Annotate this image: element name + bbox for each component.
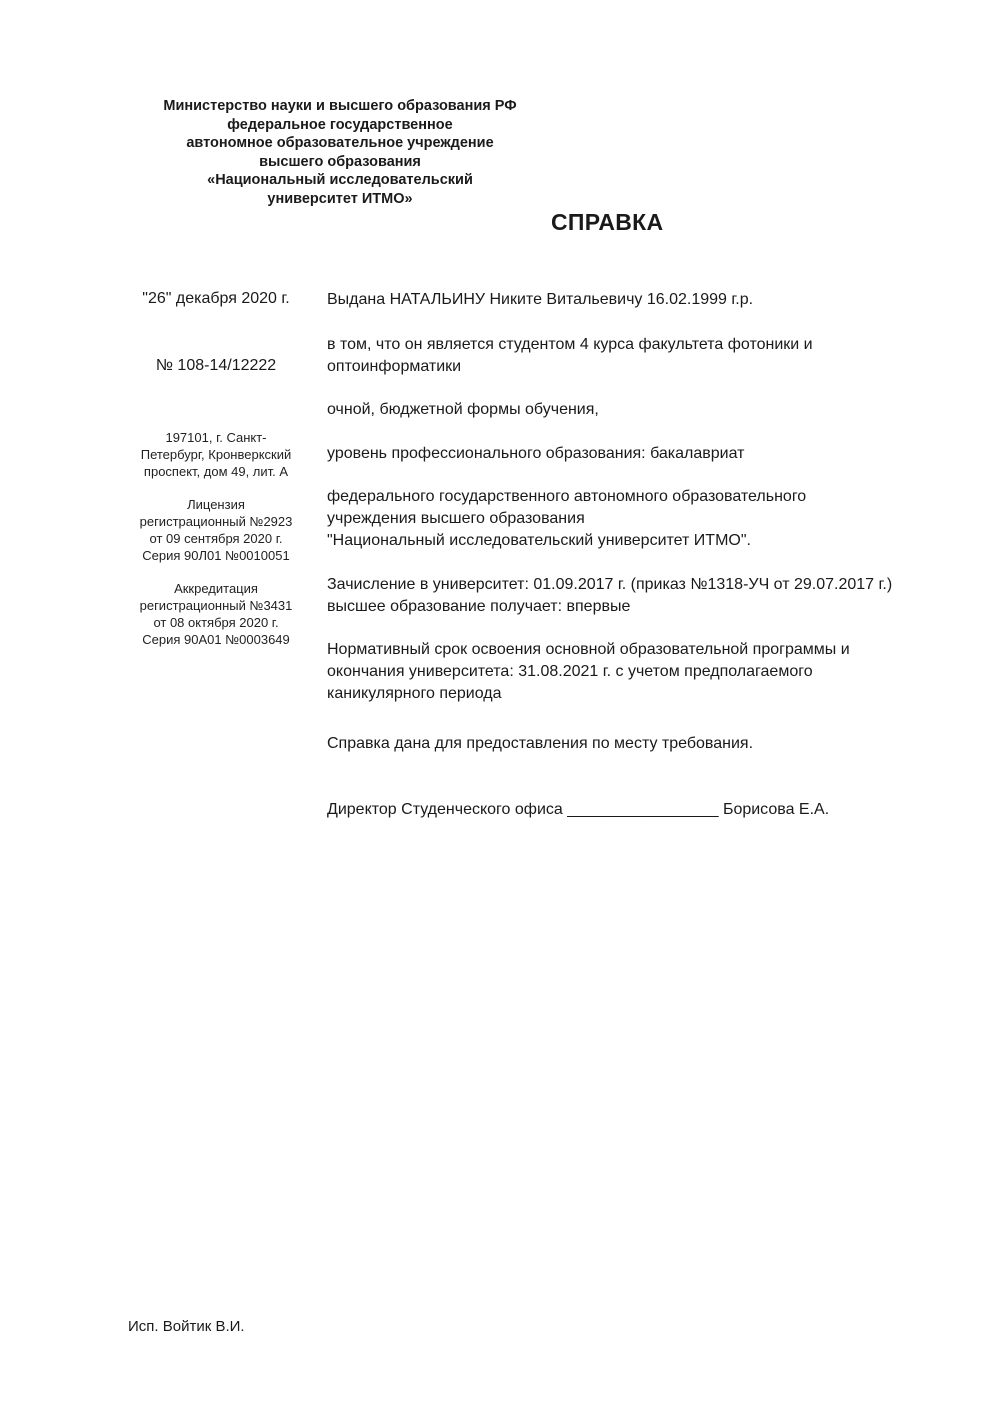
document-number: № 108-14/12222 xyxy=(155,357,277,374)
header-line: университет ИТМО» xyxy=(267,190,413,207)
header-line: высшего образования xyxy=(259,153,421,170)
license-line: Серия 90Л01 №0010051 xyxy=(142,548,290,563)
license-line: регистрационный №2923 xyxy=(139,514,293,529)
accreditation-line: Аккредитация xyxy=(174,581,258,596)
address-block xyxy=(120,429,312,480)
accreditation-block xyxy=(120,580,312,648)
header-line: «Национальный исследовательский xyxy=(207,172,473,188)
paragraph-line: федерального государственного автономного образовательного xyxy=(327,488,807,505)
address-line: Петербург, Кронверкский xyxy=(140,447,292,462)
purpose-paragraph: Справка дана для предоставления по месту требования. xyxy=(327,735,754,752)
accreditation-line: Серия 90А01 №0003649 xyxy=(142,632,290,647)
institution-paragraph xyxy=(327,486,806,552)
signature-line: Директор Студенческого офиса _________________ Борисова Е.А. xyxy=(327,801,830,818)
student-status-paragraph xyxy=(327,334,813,378)
enrollment-paragraph xyxy=(327,574,892,618)
document-title: СПРАВКА xyxy=(551,209,664,235)
paragraph-line: Нормативный срок освоения основной образовательной программы и xyxy=(327,641,850,658)
organization-header xyxy=(140,97,540,208)
address-line: проспект, дом 49, лит. А xyxy=(143,464,289,479)
header-line: автономное образовательное учреждение xyxy=(186,135,494,151)
issue-date: "26" декабря 2020 г. xyxy=(142,290,290,307)
header-line: федеральное государственное xyxy=(227,116,453,133)
header-line: Министерство науки и высшего образования РФ xyxy=(163,98,517,114)
paragraph-line: учреждения высшего образования xyxy=(327,510,585,527)
address-line: 197101, г. Санкт- xyxy=(165,430,267,445)
paragraph-line: окончания университета: 31.08.2021 г. с учетом предполагаемого xyxy=(327,663,813,680)
license-block xyxy=(120,496,312,564)
license-line: от 09 сентября 2020 г. xyxy=(149,531,283,546)
accreditation-line: от 08 октября 2020 г. xyxy=(153,615,279,630)
executor-note: Исп. Войтик В.И. xyxy=(128,1318,245,1335)
paragraph-line: Зачисление в университет: 01.09.2017 г. (приказ №1318-УЧ от 29.07.2017 г.) xyxy=(327,576,893,593)
paragraph-line: каникулярного периода xyxy=(327,685,502,702)
paragraph-line: высшее образование получает: впервые xyxy=(327,598,631,615)
education-level-paragraph: уровень профессионального образования: бакалавриат xyxy=(327,445,745,462)
paragraph-line: "Национальный исследовательский университет ИТМО". xyxy=(327,532,751,549)
license-line: Лицензия xyxy=(187,497,245,512)
paragraph-line: оптоинформатики xyxy=(327,358,462,375)
paragraph-line: в том, что он является студентом 4 курса факультета фотоники и xyxy=(327,336,813,353)
accreditation-line: регистрационный №3431 xyxy=(139,598,293,613)
issued-to-paragraph: Выдана НАТАЛЬИНУ Никите Витальевичу 16.02.1999 г.р. xyxy=(327,291,754,308)
study-form-paragraph: очной, бюджетной формы обучения, xyxy=(327,401,599,418)
study-term-paragraph xyxy=(327,639,850,705)
